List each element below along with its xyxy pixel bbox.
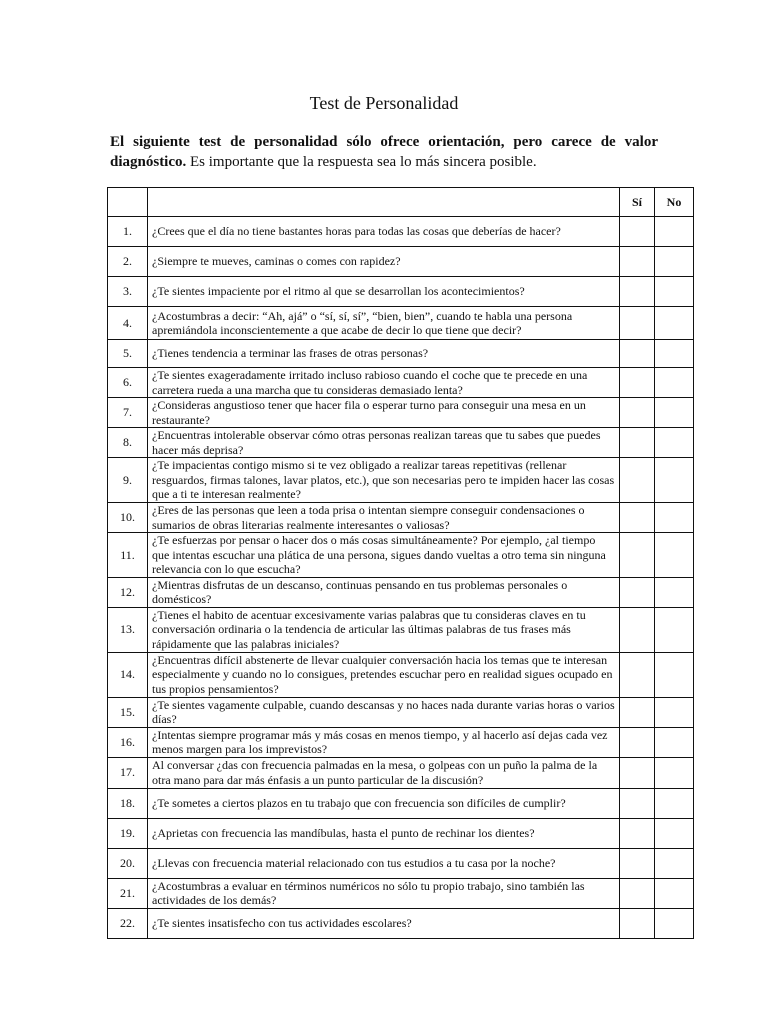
answer-no-cell[interactable]: [655, 652, 694, 697]
question-text: ¿Eres de las personas que leen a toda prisa o intentan siempre conseguir condensaciones o sumarios de obras literarias realmente interesantes o valiosas?: [148, 503, 620, 533]
question-text: ¿Te sientes insatisfecho con tus actividades escolares?: [148, 908, 620, 938]
header-yes: Sí: [620, 188, 655, 217]
question-text: ¿Mientras disfrutas de un descanso, continuas pensando en tus problemas personales o domésticos?: [148, 577, 620, 607]
question-number: 12.: [108, 577, 148, 607]
question-text: ¿Te esfuerzas por pensar o hacer dos o más cosas simultáneamente? Por ejemplo, ¿al tiempo que intentas escuchar una plática de una persona, sigues dando vueltas a otro tema sin ninguna relevancia con lo que escucha?: [148, 533, 620, 578]
answer-no-cell[interactable]: [655, 277, 694, 307]
answer-yes-cell[interactable]: [620, 340, 655, 368]
question-number: 6.: [108, 368, 148, 398]
table-row: [108, 428, 694, 458]
table-row: [108, 788, 694, 818]
table-row: [108, 908, 694, 938]
answer-no-cell[interactable]: [655, 217, 694, 247]
answer-no-cell[interactable]: [655, 398, 694, 428]
answer-no-cell[interactable]: [655, 878, 694, 908]
question-text: ¿Te sometes a ciertos plazos en tu trabajo que con frecuencia son difíciles de cumplir?: [148, 788, 620, 818]
answer-yes-cell[interactable]: [620, 577, 655, 607]
question-text: ¿Tienes tendencia a terminar las frases de otras personas?: [148, 340, 620, 368]
question-text: ¿Acostumbras a decir: “Ah, ajá” o “sí, sí, sí”, “bien, bien”, cuando te habla una persona apremiándola inconscientemente a que acabe de decir lo que tiene que decir?: [148, 307, 620, 340]
answer-no-cell[interactable]: [655, 818, 694, 848]
answer-no-cell[interactable]: [655, 503, 694, 533]
answer-yes-cell[interactable]: [620, 652, 655, 697]
table-row: [108, 247, 694, 277]
answer-yes-cell[interactable]: [620, 503, 655, 533]
answer-yes-cell[interactable]: [620, 307, 655, 340]
question-number: 7.: [108, 398, 148, 428]
answer-no-cell[interactable]: [655, 533, 694, 578]
answer-yes-cell[interactable]: [620, 607, 655, 652]
table-row: [108, 848, 694, 878]
answer-yes-cell[interactable]: [620, 247, 655, 277]
question-number: 5.: [108, 340, 148, 368]
answer-no-cell[interactable]: [655, 727, 694, 757]
question-number: 10.: [108, 503, 148, 533]
question-text: ¿Aprietas con frecuencia las mandíbulas, hasta el punto de rechinar los dientes?: [148, 818, 620, 848]
answer-no-cell[interactable]: [655, 788, 694, 818]
answer-yes-cell[interactable]: [620, 277, 655, 307]
question-number: 3.: [108, 277, 148, 307]
table-row: [108, 503, 694, 533]
question-number: 17.: [108, 757, 148, 788]
answer-no-cell[interactable]: [655, 368, 694, 398]
table-row: [108, 217, 694, 247]
header-question-cell: [148, 188, 620, 217]
answer-yes-cell[interactable]: [620, 458, 655, 503]
table-row: [108, 757, 694, 788]
question-number: 22.: [108, 908, 148, 938]
question-number: 2.: [108, 247, 148, 277]
table-row: [108, 727, 694, 757]
answer-yes-cell[interactable]: [620, 878, 655, 908]
question-text: ¿Te sientes exageradamente irritado incluso rabioso cuando el coche que te precede en una carretera rueda a una marcha que tu consideras demasiado lenta?: [148, 368, 620, 398]
table-row: [108, 368, 694, 398]
answer-yes-cell[interactable]: [620, 908, 655, 938]
questionnaire-table: [107, 187, 694, 939]
answer-no-cell[interactable]: [655, 458, 694, 503]
table-row: [108, 577, 694, 607]
header-number-cell: [108, 188, 148, 217]
question-number: 13.: [108, 607, 148, 652]
answer-no-cell[interactable]: [655, 428, 694, 458]
table-row: [108, 340, 694, 368]
table-row: [108, 307, 694, 340]
question-number: 19.: [108, 818, 148, 848]
intro-text: Es importante que la respuesta sea lo más sincera posible.: [186, 154, 537, 170]
question-text: ¿Siempre te mueves, caminas o comes con rapidez?: [148, 247, 620, 277]
answer-yes-cell[interactable]: [620, 368, 655, 398]
answer-yes-cell[interactable]: [620, 697, 655, 727]
question-number: 21.: [108, 878, 148, 908]
answer-yes-cell[interactable]: [620, 428, 655, 458]
answer-no-cell[interactable]: [655, 697, 694, 727]
question-text: ¿Llevas con frecuencia material relacionado con tus estudios a tu casa por la noche?: [148, 848, 620, 878]
question-number: 20.: [108, 848, 148, 878]
table-row: [108, 533, 694, 578]
page-title: Test de Personalidad: [309, 93, 459, 113]
answer-no-cell[interactable]: [655, 908, 694, 938]
table-row: [108, 697, 694, 727]
table-row: [108, 277, 694, 307]
answer-yes-cell[interactable]: [620, 727, 655, 757]
table-row: [108, 818, 694, 848]
question-number: 8.: [108, 428, 148, 458]
question-text: ¿Te impacientas contigo mismo si te vez obligado a realizar tareas repetitivas (rellenar resguardos, firmas talones, lavar platos, etc.), que son necesarias pero te impiden hacer las cosas que a ti te interesan realmente?: [148, 458, 620, 503]
question-text: ¿Te sientes impaciente por el ritmo al que se desarrollan los acontecimientos?: [148, 277, 620, 307]
intro-bold-text: El siguiente test de personalidad sólo ofrece orientación, pero carece de valor diagnóstico.: [110, 134, 658, 170]
answer-yes-cell[interactable]: [620, 788, 655, 818]
question-text: ¿Tienes el habito de acentuar excesivamente varias palabras que tu consideras claves en tu conversación ordinaria o la tendencia de articular las últimas palabras de tus frases más rápidamente que las palabras iniciales?: [148, 607, 620, 652]
answer-no-cell[interactable]: [655, 607, 694, 652]
question-number: 18.: [108, 788, 148, 818]
answer-no-cell[interactable]: [655, 307, 694, 340]
question-text: ¿Crees que el día no tiene bastantes horas para todas las cosas que deberías de hacer?: [148, 217, 620, 247]
table-row: [108, 607, 694, 652]
answer-no-cell[interactable]: [655, 340, 694, 368]
table-row: [108, 398, 694, 428]
question-number: 15.: [108, 697, 148, 727]
question-number: 4.: [108, 307, 148, 340]
intro-paragraph: [110, 132, 658, 172]
header-no: No: [655, 188, 694, 217]
answer-yes-cell[interactable]: [620, 533, 655, 578]
answer-yes-cell[interactable]: [620, 757, 655, 788]
question-number: 1.: [108, 217, 148, 247]
table-row: [108, 458, 694, 503]
question-text: ¿Consideras angustioso tener que hacer fila o esperar turno para conseguir una mesa en un restaurante?: [148, 398, 620, 428]
answer-yes-cell[interactable]: [620, 818, 655, 848]
answer-no-cell[interactable]: [655, 757, 694, 788]
question-text: ¿Encuentras difícil abstenerte de llevar cualquier conversación hacia los temas que te interesan especialmente y cuando no lo consigues, pretendes escuchar pero en realidad sigues ocupado en tus propios pensamientos?: [148, 652, 620, 697]
answer-yes-cell[interactable]: [620, 848, 655, 878]
question-text: ¿Te sientes vagamente culpable, cuando descansas y no haces nada durante varias horas o varios días?: [148, 697, 620, 727]
table-header-row: [108, 188, 694, 217]
question-number: 14.: [108, 652, 148, 697]
answer-no-cell[interactable]: [655, 247, 694, 277]
answer-no-cell[interactable]: [655, 577, 694, 607]
answer-yes-cell[interactable]: [620, 398, 655, 428]
table-row: [108, 878, 694, 908]
question-number: 9.: [108, 458, 148, 503]
answer-no-cell[interactable]: [655, 848, 694, 878]
table-row: [108, 652, 694, 697]
question-text: ¿Encuentras intolerable observar cómo otras personas realizan tareas que tu sabes que puedes hacer más deprisa?: [148, 428, 620, 458]
question-text: ¿Acostumbras a evaluar en términos numéricos no sólo tu propio trabajo, sino también las actividades de los demás?: [148, 878, 620, 908]
question-text: Al conversar ¿das con frecuencia palmadas en la mesa, o golpeas con un puño la palma de la otra mano para dar más énfasis a un punto particular de la discusión?: [148, 757, 620, 788]
question-text: ¿Intentas siempre programar más y más cosas en menos tiempo, y al hacerlo así dejas cada vez menos margen para los imprevistos?: [148, 727, 620, 757]
answer-yes-cell[interactable]: [620, 217, 655, 247]
question-number: 11.: [108, 533, 148, 578]
question-number: 16.: [108, 727, 148, 757]
